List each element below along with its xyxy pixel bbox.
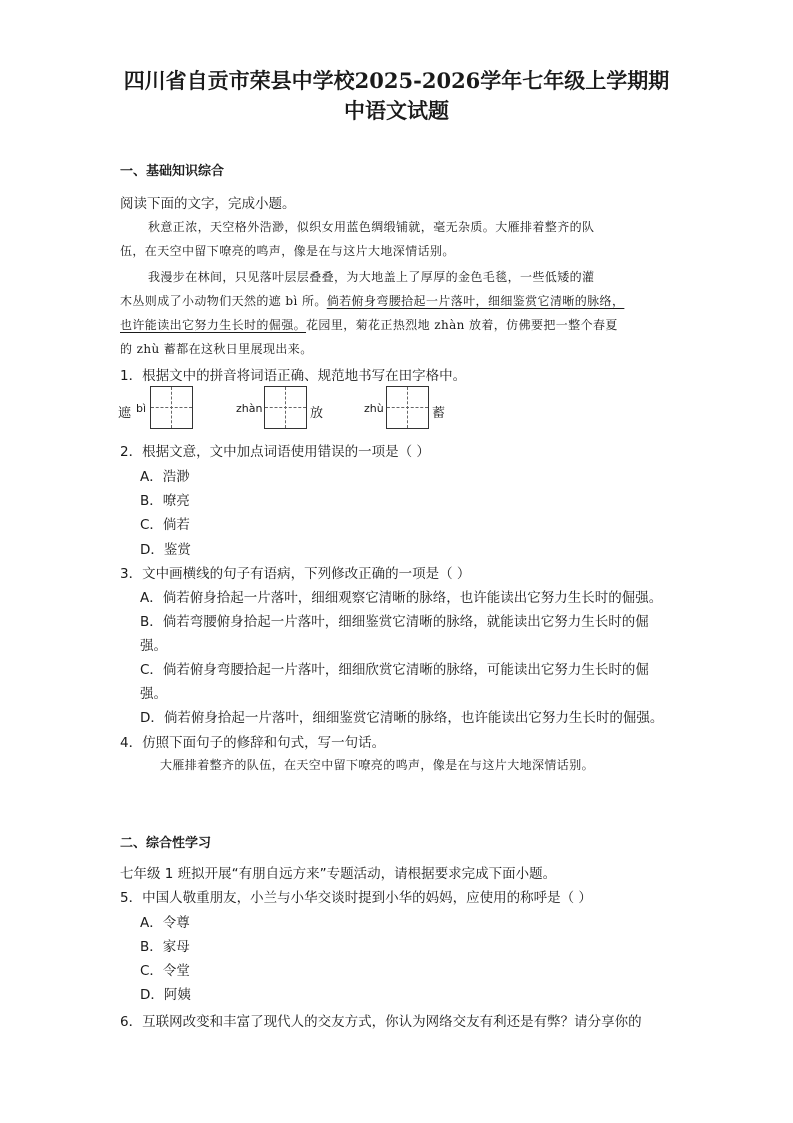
option-b[interactable]: B．家母 bbox=[140, 939, 190, 955]
passage-text: 木丛则成了小动物们天然的遮 bì 所。 bbox=[120, 294, 327, 308]
writing-grid-2[interactable] bbox=[264, 386, 307, 429]
option-b-cont: 强。 bbox=[140, 638, 167, 654]
passage-line: 秋意正浓，天空格外浩渺，似织女用蓝色绸缎铺就，毫无杂质。大雁排着整齐的队 bbox=[148, 220, 595, 234]
option-c[interactable]: C．倘若俯身弯腰拾起一片落叶，细细欣赏它清晰的脉络，可能读出它努力生长时的倔 bbox=[140, 662, 649, 678]
grid-label: 遮 bbox=[118, 406, 132, 421]
option-c[interactable]: C．倘若 bbox=[140, 517, 190, 533]
page-title: 四川省自贡市荣县中学校2025-2026学年七年级上学期期 bbox=[123, 68, 670, 93]
underlined-sentence: 倘若俯身弯腰拾起一片落叶，细细鉴赏它清晰的脉络， bbox=[326, 294, 625, 308]
question-2: 2．根据文意，文中加点词语使用错误的一项是（ ） bbox=[120, 444, 430, 460]
passage-line: 我漫步在林间，只见落叶层层叠叠，为大地盖上了厚厚的金色毛毯，一些低矮的灌 bbox=[148, 270, 595, 284]
option-a[interactable]: A．浩渺 bbox=[140, 469, 190, 485]
section-heading-2: 二、综合性学习 bbox=[120, 836, 212, 851]
writing-grid-3[interactable] bbox=[386, 386, 429, 429]
question-3: 3．文中画横线的句子有语病，下列修改正确的一项是（ ） bbox=[120, 566, 471, 582]
question-1: 1．根据文中的拼音将词语正确、规范地书写在田字格中。 bbox=[120, 368, 467, 384]
option-d[interactable]: D．倘若俯身拾起一片落叶，细细鉴赏它清晰的脉络，也许能读出它努力生长时的倔强。 bbox=[140, 710, 664, 726]
question-6: 6．互联网改变和丰富了现代人的交友方式，你认为网络交友有利还是有弊？请分享你的 bbox=[120, 1014, 642, 1030]
passage-line: 伍，在天空中留下嘹亮的鸣声，像是在与这片大地深情话别。 bbox=[120, 244, 455, 258]
page-title-line2: 中语文试题 bbox=[344, 98, 449, 123]
pinyin-label: bì bbox=[136, 402, 147, 415]
passage-line bbox=[120, 292, 624, 309]
question-5: 5．中国人敬重朋友，小兰与小华交谈时提到小华的妈妈，应使用的称呼是（ ） bbox=[120, 890, 592, 906]
option-d[interactable]: D．阿姨 bbox=[140, 987, 191, 1003]
option-b[interactable]: B．嘹亮 bbox=[140, 493, 190, 509]
question-4: 4．仿照下面句子的修辞和句式，写一句话。 bbox=[120, 735, 386, 751]
section-heading-1: 一、基础知识综合 bbox=[120, 164, 225, 179]
option-a[interactable]: A．倘若俯身拾起一片落叶，细细观察它清晰的脉络，也许能读出它努力生长时的倔强。 bbox=[140, 590, 663, 606]
passage-text: 花园里，菊花正热烈地 zhàn 放着，仿佛要把一整个春夏 bbox=[306, 318, 618, 332]
pinyin-label: zhù bbox=[364, 402, 384, 415]
option-d[interactable]: D．鉴赏 bbox=[140, 542, 191, 558]
option-a[interactable]: A．令尊 bbox=[140, 915, 190, 931]
underlined-sentence: 也许能读出它努力生长时的倔强。 bbox=[120, 318, 307, 332]
section-intro-1: 阅读下面的文字，完成小题。 bbox=[120, 196, 296, 212]
grid-label: 蓄 bbox=[432, 406, 446, 421]
option-b[interactable]: B．倘若弯腰俯身拾起一片落叶，细细鉴赏它清晰的脉络，就能读出它努力生长时的倔 bbox=[140, 614, 649, 630]
section-intro-2: 七年级 1 班拟开展“有朋自远方来”专题活动，请根据要求完成下面小题。 bbox=[120, 866, 557, 882]
option-c-cont: 强。 bbox=[140, 686, 167, 702]
passage-line bbox=[120, 316, 618, 333]
grid-label: 放 bbox=[310, 406, 324, 421]
option-c[interactable]: C．令堂 bbox=[140, 963, 190, 979]
pinyin-label: zhàn bbox=[236, 402, 263, 415]
writing-grid-1[interactable] bbox=[150, 386, 193, 429]
example-sentence: 大雁排着整齐的队伍，在天空中留下嘹亮的鸣声，像是在与这片大地深情话别。 bbox=[160, 758, 595, 772]
passage-line: 的 zhù 蓄都在这秋日里展现出来。 bbox=[120, 342, 313, 356]
